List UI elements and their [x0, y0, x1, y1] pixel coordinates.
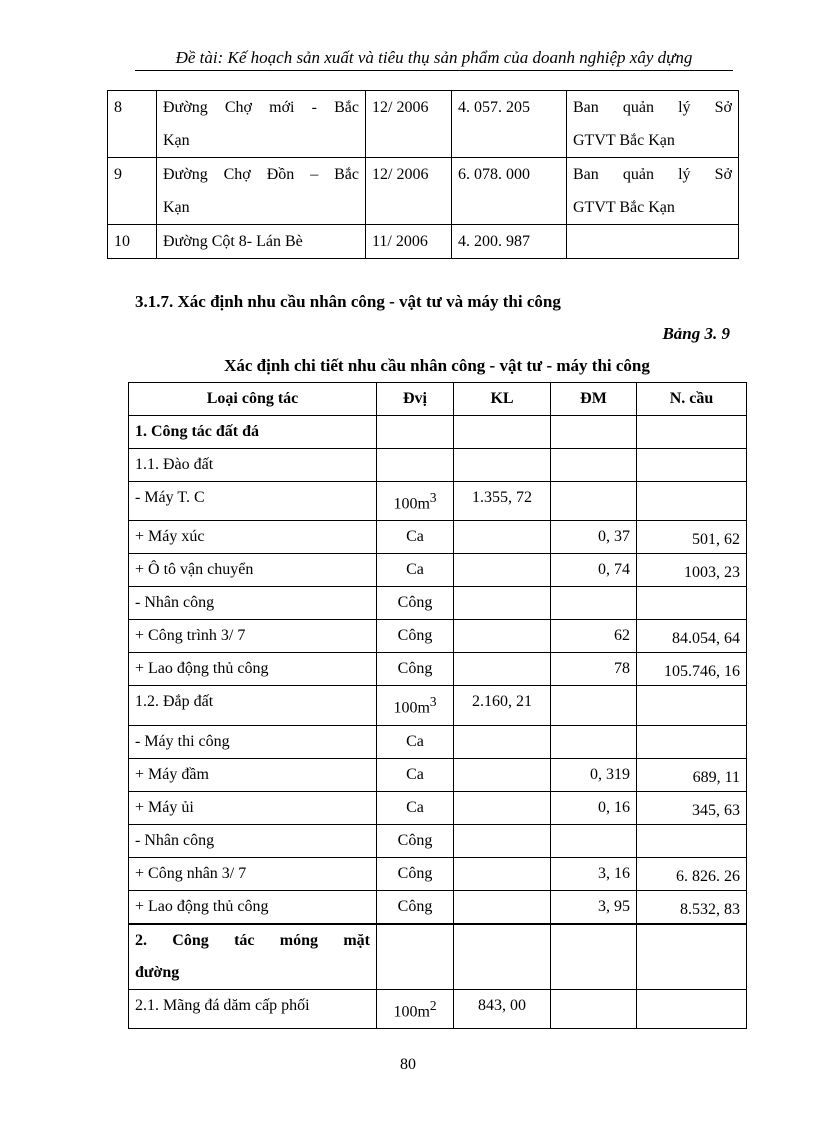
norm: [551, 725, 637, 758]
norm: [551, 989, 637, 1028]
table-row: [129, 824, 747, 857]
norm: [551, 686, 637, 725]
requirement: [637, 482, 747, 521]
page-number: 80: [400, 1056, 416, 1073]
work-type: + Ô tô vận chuyển: [129, 554, 377, 587]
norm: [551, 449, 637, 482]
project-value: 4. 200. 987: [452, 225, 567, 259]
norm: 3, 95: [551, 890, 637, 924]
unit: Công: [377, 857, 454, 890]
unit: Ca: [377, 791, 454, 824]
table-row: [129, 791, 747, 824]
norm: [551, 824, 637, 857]
work-type: 1.1. Đào đất: [129, 449, 377, 482]
unit: Công: [377, 620, 454, 653]
requirement: 345, 63: [637, 791, 747, 824]
project-owner: [567, 225, 739, 259]
table-title: Xác định chi tiết nhu cầu nhân công - vật tư - máy thi công: [224, 356, 650, 375]
requirement: [637, 725, 747, 758]
work-type: + Máy xúc: [129, 521, 377, 554]
project-owner: Ban quản lý Sở GTVT Bắc Kạn: [567, 91, 739, 158]
project-no: 10: [108, 225, 157, 259]
project-no: 9: [108, 158, 157, 225]
work-type: - Nhân công: [129, 587, 377, 620]
requirement: 84.054, 64: [637, 620, 747, 653]
quantity: [454, 620, 551, 653]
quantity: [454, 521, 551, 554]
project-name: Đường Chợ Đồn – Bắc Kạn: [157, 158, 366, 225]
table-row: [129, 620, 747, 653]
table-row: [129, 587, 747, 620]
project-date: 12/ 2006: [366, 91, 452, 158]
project-table: [107, 90, 739, 259]
project-date: 12/ 2006: [366, 158, 452, 225]
unit: $100m^3$: [377, 686, 454, 725]
quantity: [454, 857, 551, 890]
col-header: KL: [454, 383, 551, 416]
project-name: Đường Chợ mới - Bắc Kạn: [157, 91, 366, 158]
work-type: + Lao động thủ công: [129, 653, 377, 686]
norm: [551, 924, 637, 990]
work-type: 1. Công tác đất đá: [129, 416, 377, 449]
quantity: [454, 449, 551, 482]
col-header: ĐM: [551, 383, 637, 416]
table-row: [129, 449, 747, 482]
col-header: N. cầu: [637, 383, 747, 416]
work-type: 2. Công tác móng mặt đường: [129, 924, 377, 990]
requirement: [637, 686, 747, 725]
table-number: Bảng 3. 9: [662, 324, 730, 343]
table-row: [129, 725, 747, 758]
table-row: [108, 225, 739, 259]
quantity: [454, 725, 551, 758]
section-heading: 3.1.7. Xác định nhu cầu nhân công - vật tư và máy thi công: [135, 292, 561, 311]
table-row: [129, 521, 747, 554]
norm: [551, 416, 637, 449]
requirement: 1003, 23: [637, 554, 747, 587]
project-date: 11/ 2006: [366, 225, 452, 259]
unit: Ca: [377, 521, 454, 554]
unit: $100m^3$: [377, 482, 454, 521]
work-type: + Máy đầm: [129, 758, 377, 791]
unit: Công: [377, 824, 454, 857]
quantity: 843, 00: [454, 989, 551, 1028]
work-type: - Máy thi công: [129, 725, 377, 758]
requirement: 105.746, 16: [637, 653, 747, 686]
unit: Công: [377, 587, 454, 620]
unit: [377, 416, 454, 449]
table-row: [129, 857, 747, 890]
unit: $100m^2$: [377, 989, 454, 1028]
col-header: Loại công tác: [129, 383, 377, 416]
work-type: 2.1. Mãng đá dăm cấp phối: [129, 989, 377, 1028]
requirement: [637, 416, 747, 449]
norm: 0, 74: [551, 554, 637, 587]
quantity: [454, 924, 551, 990]
norm: 0, 37: [551, 521, 637, 554]
norm: 3, 16: [551, 857, 637, 890]
requirement: 689, 11: [637, 758, 747, 791]
table-row: [129, 416, 747, 449]
requirement: 6. 826. 26: [637, 857, 747, 890]
quantity: 2.160, 21: [454, 686, 551, 725]
project-no: 8: [108, 91, 157, 158]
header-row: [129, 383, 747, 416]
norm: 78: [551, 653, 637, 686]
quantity: [454, 758, 551, 791]
work-type: - Nhân công: [129, 824, 377, 857]
table-row: [129, 554, 747, 587]
quantity: [454, 824, 551, 857]
table-row: [129, 482, 747, 521]
quantity: [454, 791, 551, 824]
table-row: [129, 924, 747, 990]
requirement: 8.532, 83: [637, 890, 747, 924]
table-row: [129, 653, 747, 686]
table-row: [129, 989, 747, 1028]
work-type: + Công trình 3/ 7: [129, 620, 377, 653]
work-type: + Lao động thủ công: [129, 890, 377, 924]
requirement: 501, 62: [637, 521, 747, 554]
quantity: [454, 890, 551, 924]
table-row: [108, 158, 739, 225]
project-name: Đường Cột 8- Lán Bè: [157, 225, 366, 259]
table-row: [129, 758, 747, 791]
requirement: [637, 449, 747, 482]
norm: 62: [551, 620, 637, 653]
col-header: Đvị: [377, 383, 454, 416]
norm: [551, 587, 637, 620]
norm: 0, 319: [551, 758, 637, 791]
quantity: [454, 653, 551, 686]
project-value: 4. 057. 205: [452, 91, 567, 158]
unit: Công: [377, 653, 454, 686]
work-type: - Máy T. C: [129, 482, 377, 521]
requirement: [637, 824, 747, 857]
requirement: [637, 989, 747, 1028]
unit: Công: [377, 890, 454, 924]
unit: [377, 449, 454, 482]
table-row: [129, 890, 747, 924]
requirement: [637, 924, 747, 990]
quantity: [454, 587, 551, 620]
project-owner: Ban quản lý Sở GTVT Bắc Kạn: [567, 158, 739, 225]
norm: 0, 16: [551, 791, 637, 824]
unit: Ca: [377, 758, 454, 791]
project-value: 6. 078. 000: [452, 158, 567, 225]
table-row: [108, 91, 739, 158]
requirement: [637, 587, 747, 620]
quantity: [454, 554, 551, 587]
norm: [551, 482, 637, 521]
requirements-table: [128, 382, 747, 1029]
work-type: + Công nhân 3/ 7: [129, 857, 377, 890]
unit: Ca: [377, 554, 454, 587]
unit: [377, 924, 454, 990]
table-row: [129, 686, 747, 725]
work-type: 1.2. Đắp đất: [129, 686, 377, 725]
work-type: + Máy ủi: [129, 791, 377, 824]
running-header: Đề tài: Kế hoạch sản xuất và tiêu thụ sản phẩm của doanh nghiệp xây dựng: [135, 46, 733, 71]
unit: Ca: [377, 725, 454, 758]
quantity: [454, 416, 551, 449]
quantity: 1.355, 72: [454, 482, 551, 521]
